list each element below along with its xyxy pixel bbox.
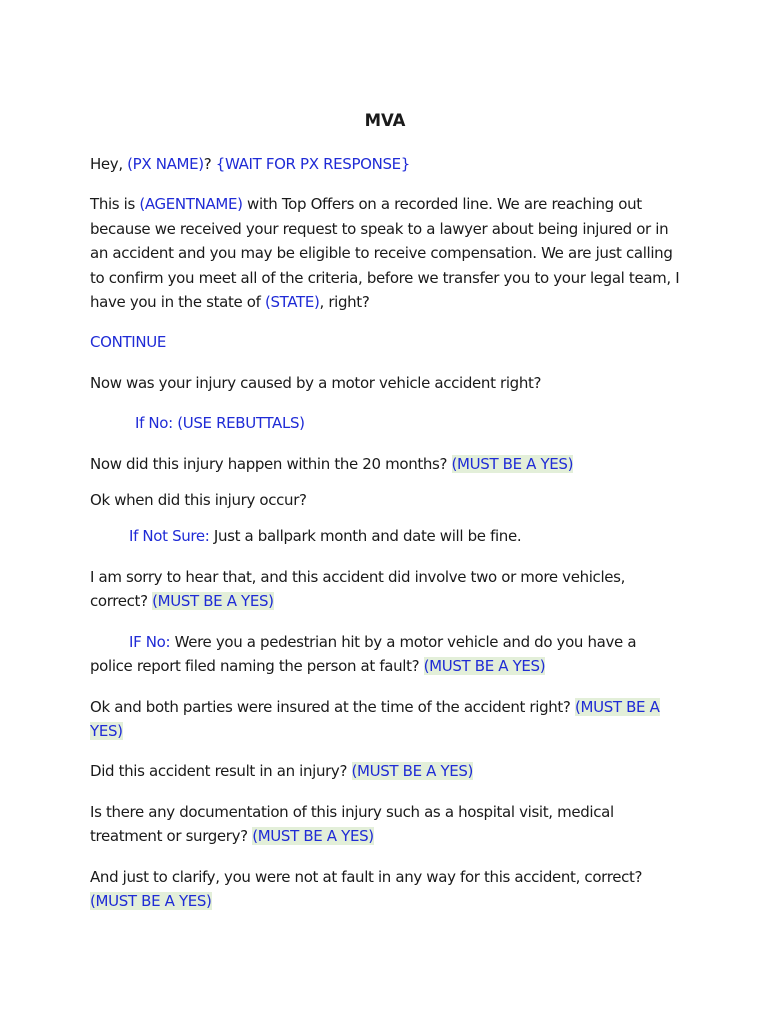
document-title: MVA <box>364 111 406 130</box>
greeting-line <box>90 152 680 176</box>
question-text: And just to clarify, you were not at fault in any way for this accident, correct? <box>90 867 643 886</box>
question-motor-vehicle: Now was your injury caused by a motor vehicle accident right? <box>90 373 542 392</box>
if-not-sure-text: Just a ballpark month and date will be fine. <box>209 527 522 546</box>
question-documentation <box>90 800 680 849</box>
intro-text-body: with Top Offers on a recorded line. We are reaching out because we received your request to speak to a lawyer about being injured or in an accident and you may be eligible to receive compensation. We are just calling to confirm you meet all of the criteria, before we transfer you to your legal team, I have you in the state of <box>90 195 680 312</box>
question-text: I am sorry to hear that, and this accident did involve two or more vehicles, correct? <box>90 567 626 611</box>
intro-text-start: This is <box>90 195 140 214</box>
agentname-placeholder: (AGENTNAME) <box>139 195 243 214</box>
if-no-label: IF No: <box>129 632 171 651</box>
question-pedestrian <box>90 630 680 679</box>
must-be-yes-tag: (MUST BE A YES) <box>252 827 374 846</box>
document-page <box>90 108 680 929</box>
question-not-at-fault <box>90 865 680 914</box>
rebuttal-instruction: If No: (USE REBUTTALS) <box>135 414 305 433</box>
question-two-vehicles <box>90 565 680 614</box>
greeting-punct: ? <box>203 155 216 173</box>
px-name-placeholder: (PX NAME) <box>127 155 204 173</box>
question-text: Now did this injury happen within the 20 months? <box>90 454 452 473</box>
intro-text-end: , right? <box>319 293 370 312</box>
question-when-occur: Ok when did this injury occur? <box>90 491 307 510</box>
greeting-text: Hey, <box>90 155 128 173</box>
must-be-yes-tag: (MUST BE A YES) <box>451 454 574 473</box>
question-text: Is there any documentation of this injury such as a hospital visit, medical treatment or surgery? <box>90 802 614 846</box>
question-text: Did this accident result in an injury? <box>90 762 352 781</box>
must-be-yes-tag: (MUST BE A YES) <box>152 592 274 611</box>
question-insured <box>90 695 680 744</box>
question-text: Ok and both parties were insured at the time of the accident right? <box>90 697 575 716</box>
question-injury-result <box>90 759 680 783</box>
if-not-sure-line <box>90 524 680 548</box>
state-placeholder: (STATE) <box>264 293 320 312</box>
continue-instruction: CONTINUE <box>90 333 166 352</box>
question-text: Were you a pedestrian hit by a motor vehicle and do you have a police report filed naming the person at fault? <box>90 632 637 676</box>
question-20-months <box>90 452 680 476</box>
must-be-yes-tag: (MUST BE A YES) <box>351 762 474 781</box>
intro-paragraph <box>90 192 680 314</box>
must-be-yes-tag: (MUST BE A YES) <box>90 891 212 910</box>
must-be-yes-tag: (MUST BE A YES) <box>90 697 660 740</box>
must-be-yes-tag: (MUST BE A YES) <box>423 657 546 676</box>
wait-instruction: {WAIT FOR PX RESPONSE} <box>215 155 410 173</box>
if-not-sure-label: If Not Sure: <box>129 527 210 546</box>
